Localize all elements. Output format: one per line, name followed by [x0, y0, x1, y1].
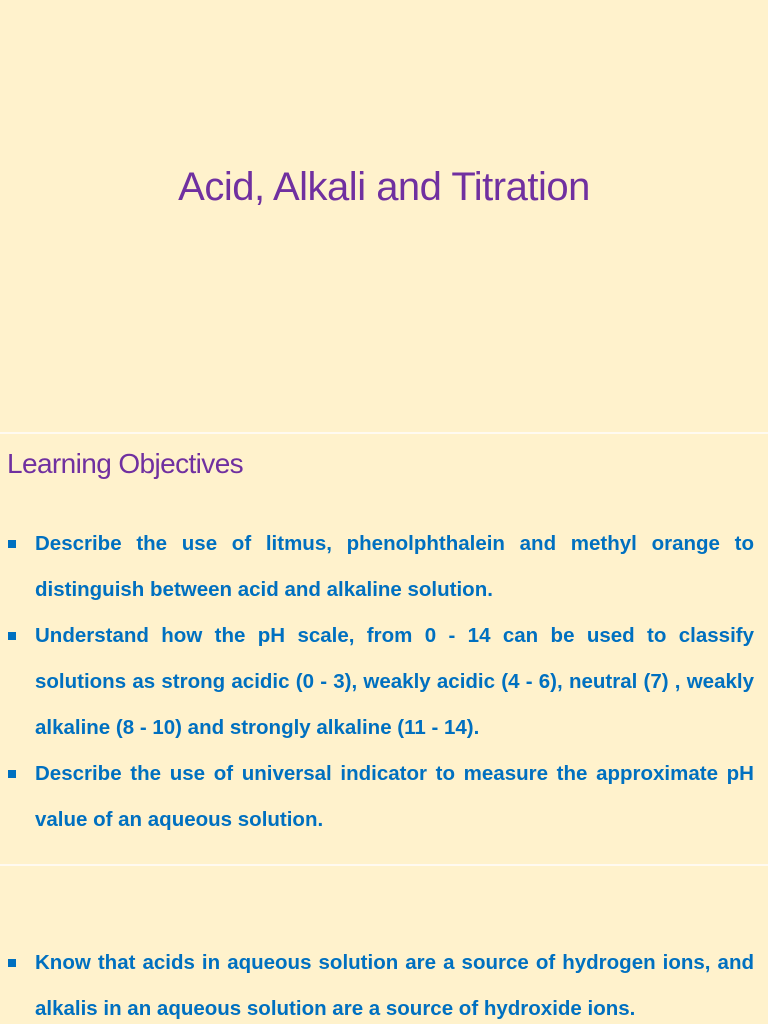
content-list [0, 940, 768, 1024]
square-bullet-icon [8, 770, 16, 778]
title-slide [0, 0, 768, 432]
slide-title: Acid, Alkali and Titration [178, 165, 590, 209]
list-item [0, 521, 768, 613]
list-item-text: Know that acids in aqueous solution are a source of hydrogen ions, and alkalis in an aqueous solution are a source of hydroxide ions. [35, 951, 754, 1020]
list-item-text: Describe the use of universal indicator to measure the approximate pH value of an aqueous solution. [35, 762, 754, 831]
objectives-heading: Learning Objectives [7, 448, 244, 479]
square-bullet-icon [8, 632, 16, 640]
list-item-text: Understand how the pH scale, from 0 - 14 can be used to classify solutions as strong acidic (0 - 3), weakly acidic (4 - 6), neutral (7) , weakly alkaline (8 - 10) and strongly alkaline (11 - 14). [35, 624, 754, 739]
list-item [0, 940, 768, 1024]
content-slide [0, 866, 768, 1024]
objectives-slide [0, 434, 768, 864]
list-item [0, 751, 768, 843]
list-item [0, 613, 768, 751]
square-bullet-icon [8, 540, 16, 548]
list-item-text: Describe the use of litmus, phenolphthalein and methyl orange to distinguish between acid and alkaline solution. [35, 532, 754, 601]
objectives-list [0, 521, 768, 843]
square-bullet-icon [8, 959, 16, 967]
